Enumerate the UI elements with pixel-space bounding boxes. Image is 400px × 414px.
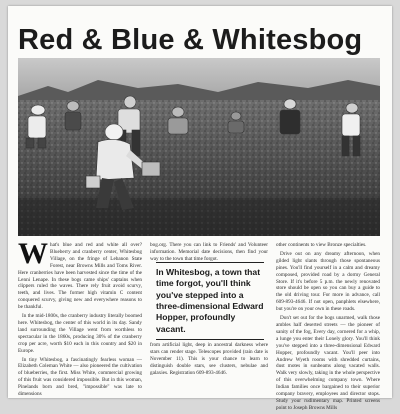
article-paragraph: In the mid-1800s, the cranberry industry literally boomed here. Whitesbog, the center of this world in its day. Sandy land surrounding the Village went from worthless to spectacular in the 1860s, producing 30% of the cranberry crop per acre, worth $10 each in this country and $20 in Europe.	[18, 313, 142, 354]
harvest-photo-image	[18, 58, 380, 236]
article-paragraph: from artificial light, deep in ancestral darkness where stars can render stage. Telescopes provided (rain date is November 11). This is your chance to learn to distinguish double stars, see clusters, nebulae and galaxies. Registration 609-893-4646.	[150, 342, 268, 376]
article-paragraph: Drive out on any dreamy afternoon, when gilded light slants through those spontaneous pines. You'll find yourself in a calm and dreamy composed, provided road by a dormy General Store. If it's before 5 p.m. the newly renovated store should be open so you can buy a guide to the old driving tour. For more in advance, call 609-893-4646. If not open, panphlets elsewhere, but you're on your own in these roads.	[276, 250, 380, 313]
article-paragraph	[18, 237, 142, 311]
cranberry-harvest-photo	[18, 58, 380, 236]
article-column-3	[276, 242, 380, 414]
article-paragraph: In tiny Whitesbog, a fascinatingly fearless woman — Elizabeth Coleman White — also pioneered the cultivation of blueberries, the first. Miss White, commercial growing of this fruit was considered impossible. But in this woman, Pinelands born and bred, "impossible" was late to dimensions	[18, 356, 142, 398]
article-column-1	[18, 237, 142, 400]
newspaper-page	[8, 6, 392, 411]
drop-cap: W	[18, 237, 48, 270]
pull-quote: In Whitesbog, a town that time forgot, you'll think you've stepped into a three-dimensional Edward Hopper, profoundly vacant.	[156, 262, 264, 340]
article-paragraph: bog.org. There you can link to Friends' and Volunteer information. Memorial date decisions, then find your way to the town that time forgot.	[150, 242, 268, 262]
article-paragraph-text: hat's blue and red and white all over? Blueberry and cranberry center, Whitesbog Village, on the fringe of Lebanon State Forest, near Browns Mills and Toms River. Here cranberries have been harvested since the time of the Lenni Lenape. In these bogs came ships' captains when clippers ruled the waves. There rely fruit avoid scurvy, teeth, and lives. The former high vitamin C content conquered scurvy, giving new and everywhere reasons to be thankful.	[18, 242, 142, 311]
headline: Red & Blue & Whitesbog	[18, 24, 363, 56]
article-paragraph: Don't set out for the bogs unarmed, walk those ambles half deserted streets — the pioneer of sanity of the fog, Every day, cornered for a whip, a lunge you enter their Lonely glory. You'll think you've stepped into a three-dimensional Edward Hopper, profoundly vacant. You'll peer into Andrew Wyeth rooms with shredded curtains, dust motes in sunbeams along vacated walls. Walk very slowly, taking in the whole perspective of this overwhelming company town. Where Indian families once bargained to their superior company bravery, employees and director stops. Study your rudimentary map. Printed screens point to Joseph Browns Mills	[276, 315, 380, 411]
article-paragraph: other continents to view Bronze specialties.	[276, 242, 367, 248]
article-column-2-bottom	[150, 342, 268, 379]
